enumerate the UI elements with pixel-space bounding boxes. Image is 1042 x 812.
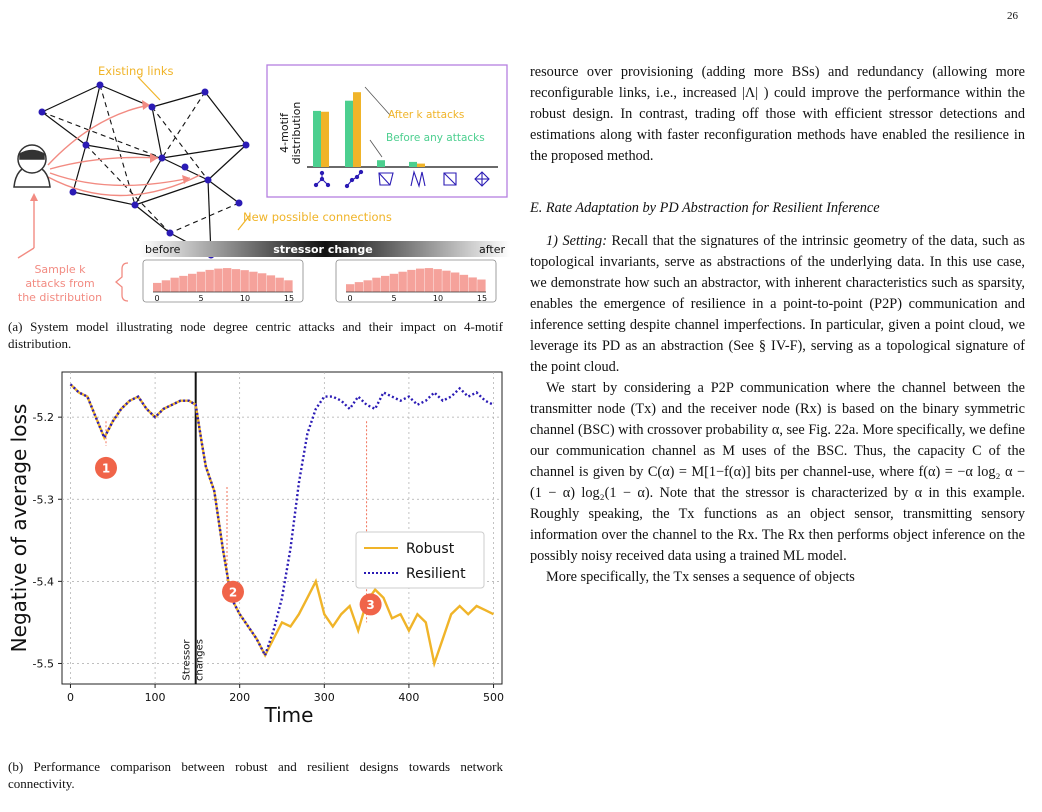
- legend-robust-label: Robust: [406, 541, 455, 557]
- right-column-text: [530, 62, 1025, 588]
- figure-a-system-model: [0, 55, 515, 315]
- stressor-change-label: stressor change: [273, 243, 373, 256]
- paragraph-continuation: resource over provisioning (adding more BSs) and redundancy (allowing more reconfigurable links, i.e., increased |Λ| ) could improve the performance within the robust design. In contrast, trading off those with efficient stressor detections and estimations along with faster reconfiguration methods have enabled the resilience in the proposed method.: [530, 64, 1025, 164]
- motif-bar-after: [417, 164, 425, 167]
- series-resilient-line: [71, 384, 494, 655]
- stressor-after-label: after: [478, 243, 505, 256]
- y-tick-label: -5.2: [32, 411, 54, 425]
- histogram-bar: [197, 272, 205, 292]
- histogram-bar: [249, 272, 257, 292]
- x-tick-label: 200: [229, 691, 251, 704]
- histogram-bar: [214, 269, 222, 292]
- paragraph-p2p: We start by considering a P2P communication where the channel between the transmitter node (Tx) and the receiver node (Rx) is based on the binary symmetric channel (BSC) with crossover probability α, see Fig. 22a. More specifically, we define our communication channel as M uses of the BSC. Thus, the capacity C of the channel is given by C(α) = M[1−f(α)] bits per channel-use, where f(α) = −α log₂ α − (1 − α) log₂(1 − α). Note that the stressor is characterized by α in this example. Roughly speaking, the Tx functions as an object sensor, transmitting sensory information over the channel to the Rx. The Rx then performs object inference on the possibly noisy received data using a trained ML model.: [530, 380, 1025, 564]
- histogram-bar: [346, 284, 354, 292]
- existing-links-label: Existing links: [98, 64, 174, 78]
- motif-ylabel-line2: distribution: [290, 101, 303, 165]
- plot-area: [62, 372, 502, 684]
- caption-a: (a) System model illustrating node degree centric attacks and their impact on 4-motif distribution.: [8, 319, 503, 351]
- histogram-bar: [162, 280, 170, 292]
- motif-bars: [313, 92, 425, 167]
- page-number: 26: [1007, 10, 1018, 22]
- x-tick-label: 300: [313, 691, 335, 704]
- existing-links: [42, 85, 246, 255]
- x-tick-label: 0: [66, 691, 74, 704]
- y-tick-label: -5.5: [32, 657, 54, 671]
- histogram-after: [346, 268, 487, 303]
- histogram-bar: [477, 280, 485, 292]
- y-tick-label: -5.3: [32, 493, 54, 507]
- series-robust-line: [71, 384, 494, 663]
- histogram-bar: [153, 283, 161, 292]
- histogram-bar: [171, 278, 179, 292]
- histogram-bar: [223, 268, 231, 292]
- histogram-tick-label: 10: [432, 294, 444, 303]
- histogram-bar: [434, 269, 442, 292]
- histogram-tick-label: 15: [476, 294, 488, 303]
- caption-b: (b) Performance comparison between robust and resilient designs towards network connectivity.: [8, 759, 503, 791]
- loss-chart: [0, 362, 515, 752]
- histogram-tick-label: 5: [391, 294, 397, 303]
- stressor-before-label: before: [145, 243, 181, 256]
- histogram-bar: [232, 269, 240, 292]
- paragraph-last: More specifically, the Tx senses a sequence of objects: [546, 569, 855, 585]
- legend: [356, 532, 484, 588]
- histogram-bar: [381, 276, 389, 292]
- new-connections-label: New possible connections: [243, 210, 392, 224]
- paragraph-setting: [530, 231, 1025, 378]
- histogram-bar: [188, 274, 196, 292]
- stressor-label-line1: Stressor: [181, 639, 193, 681]
- histogram-bar: [276, 278, 284, 292]
- histogram-bar: [451, 273, 459, 293]
- histogram-bar: [460, 275, 468, 292]
- sample-label-line3: the distribution: [17, 291, 103, 304]
- histogram-bar: [399, 272, 407, 292]
- x-tick-label: 500: [483, 691, 505, 704]
- histogram-bar: [469, 277, 477, 292]
- before-attacks-label: Before any attacks: [386, 132, 485, 144]
- x-axis-label: Time: [264, 703, 314, 727]
- section-heading: E. Rate Adaptation by PD Abstraction for Resilient Inference: [530, 200, 880, 216]
- motif-bar-after: [321, 112, 329, 167]
- attacker-icon: [14, 145, 50, 187]
- histogram-bar: [284, 280, 292, 292]
- x-tick-label: 100: [144, 691, 166, 704]
- legend-resilient-label: Resilient: [406, 566, 466, 582]
- motif-bar-before: [377, 160, 385, 167]
- motif-ylabel-line1: 4-motif: [278, 113, 291, 153]
- histogram-bar: [206, 270, 214, 292]
- histogram-bar: [390, 274, 398, 292]
- setting-body: Recall that the signatures of the intrinsic geometry of the data, such as topological invariants, serve as abstractions of the underlying data. In this use case, we demonstrate how such an abstractor, with inherent characteristics such as sparsity, enables the emergence of resilience in a point-to-point (P2P) communication and inference setting despite channel imperfections. In particular, given a point cloud, we leverage its PD as an abstraction (See § IV-F), serving as a topological signature of the point cloud.: [530, 233, 1025, 375]
- marker-label: 2: [228, 585, 238, 600]
- sample-label-line1: Sample k: [34, 263, 86, 276]
- histogram-bar: [241, 270, 249, 292]
- histogram-bar: [364, 280, 372, 292]
- after-attacks-label: After k attacks: [388, 109, 465, 121]
- stressor-label-line2: changes: [194, 638, 206, 682]
- marker-label: 1: [101, 461, 111, 476]
- histogram-tick-label: 10: [239, 294, 251, 303]
- histogram-bar: [372, 278, 380, 292]
- histogram-tick-label: 0: [347, 294, 353, 303]
- histogram-bar: [416, 269, 424, 292]
- motif-bar-before: [409, 162, 417, 167]
- motif-bar-before: [313, 111, 321, 167]
- histogram-bar: [258, 273, 266, 292]
- motif-glyphs: [314, 170, 489, 187]
- setting-heading: 1) Setting:: [546, 233, 607, 249]
- marker-label: 3: [366, 597, 375, 612]
- x-tick-label: 400: [398, 691, 420, 704]
- y-axis-label: Negative of average loss: [7, 403, 31, 653]
- histogram-bar: [267, 275, 275, 292]
- histogram-bar: [407, 270, 415, 292]
- markers: [95, 457, 382, 616]
- histogram-bar: [355, 282, 363, 292]
- motif-bar-before: [345, 101, 353, 167]
- y-tick-label: -5.4: [32, 575, 54, 589]
- chart-grid: [62, 372, 502, 684]
- histogram-tick-label: 0: [154, 294, 160, 303]
- histogram-bar: [442, 271, 450, 292]
- histogram-before: [153, 268, 294, 303]
- motif-inset-box: [267, 65, 507, 197]
- histogram-bar: [179, 276, 187, 292]
- histogram-bar: [425, 268, 433, 292]
- histogram-tick-label: 5: [198, 294, 204, 303]
- histogram-tick-label: 15: [283, 294, 295, 303]
- sample-label-line2: attacks from: [25, 277, 95, 290]
- motif-bar-after: [353, 92, 361, 167]
